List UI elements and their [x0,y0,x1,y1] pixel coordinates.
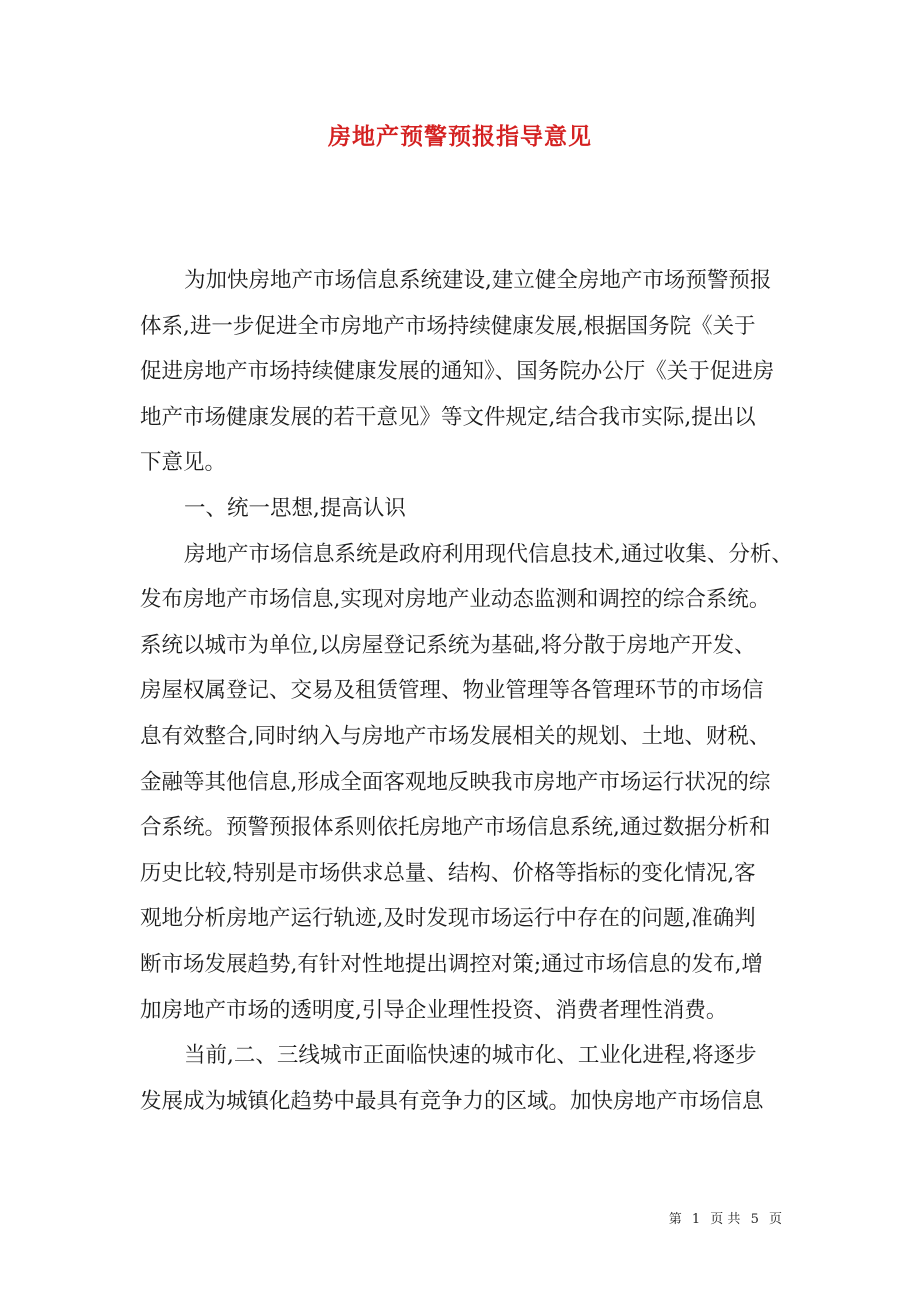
paragraph-line: 下意见。 [140,450,227,476]
paragraph-line: 当前,二、三线城市正面临快速的城市化、工业化进程,将逐步 [184,1043,757,1069]
paragraph-line: 历史比较,特别是市场供求总量、结构、价格等指标的变化情况,客 [140,860,756,886]
current-page-number: 1 [691,1212,701,1227]
paragraph-line: 息有效整合,同时纳入与房地产市场发展相关的规划、土地、财税、 [140,723,771,749]
paragraph-line: 促进房地产市场持续健康发展的通知》、国务院办公厅《关于促进房 [140,359,775,385]
paragraph-line: 断市场发展趋势,有针对性地提出调控对策;通过市场信息的发布,增 [140,951,763,977]
document-body [140,258,793,1124]
paragraph-line: 加房地产市场的透明度,引导企业理性投资、消费者理性消费。 [140,997,728,1023]
paragraph-line: 金融等其他信息,形成全面客观地反映我市房地产市场运行状况的综 [140,769,771,795]
footer-mid: 页 共 [710,1212,741,1227]
paragraph-line: 地产市场健康发展的若干意见》等文件规定,结合我市实际,提出以 [140,404,756,430]
paragraph-line: 系统以城市为单位,以房屋登记系统为基础,将分散于房地产开发、 [140,632,756,658]
footer-suffix: 页 [768,1212,782,1227]
paragraph-line: 观地分析房地产运行轨迹,及时发现市场运行中存在的问题,准确判 [140,906,756,932]
footer-prefix: 第 [668,1212,682,1227]
paragraph-line: 发展成为城镇化趋势中最具有竞争力的区域。加快房地产市场信息 [140,1088,764,1114]
paragraph-line: 房地产市场信息系统是政府利用现代信息技术,通过收集、分析、 [184,541,793,567]
paragraph-line: 为加快房地产市场信息系统建设,建立健全房地产市场预警预报 [184,268,772,293]
paragraph-line: 房屋权属登记、交易及租赁管理、物业管理等各管理环节的市场信 [140,678,764,704]
paragraph-line: 发布房地产市场信息,实现对房地产业动态监测和调控的综合系统。 [140,587,771,613]
page-footer [669,1208,782,1227]
paragraph-line: 体系,进一步促进全市房地产市场持续健康发展,根据国务院《关于 [140,313,756,339]
total-pages-number: 5 [750,1212,759,1227]
document-title: 房地产预警预报指导意见 [328,123,592,150]
paragraph-line: 合系统。预警预报体系则依托房地产市场信息系统,通过数据分析和 [140,815,771,841]
section-heading: 一、统一思想,提高认识 [184,495,406,521]
